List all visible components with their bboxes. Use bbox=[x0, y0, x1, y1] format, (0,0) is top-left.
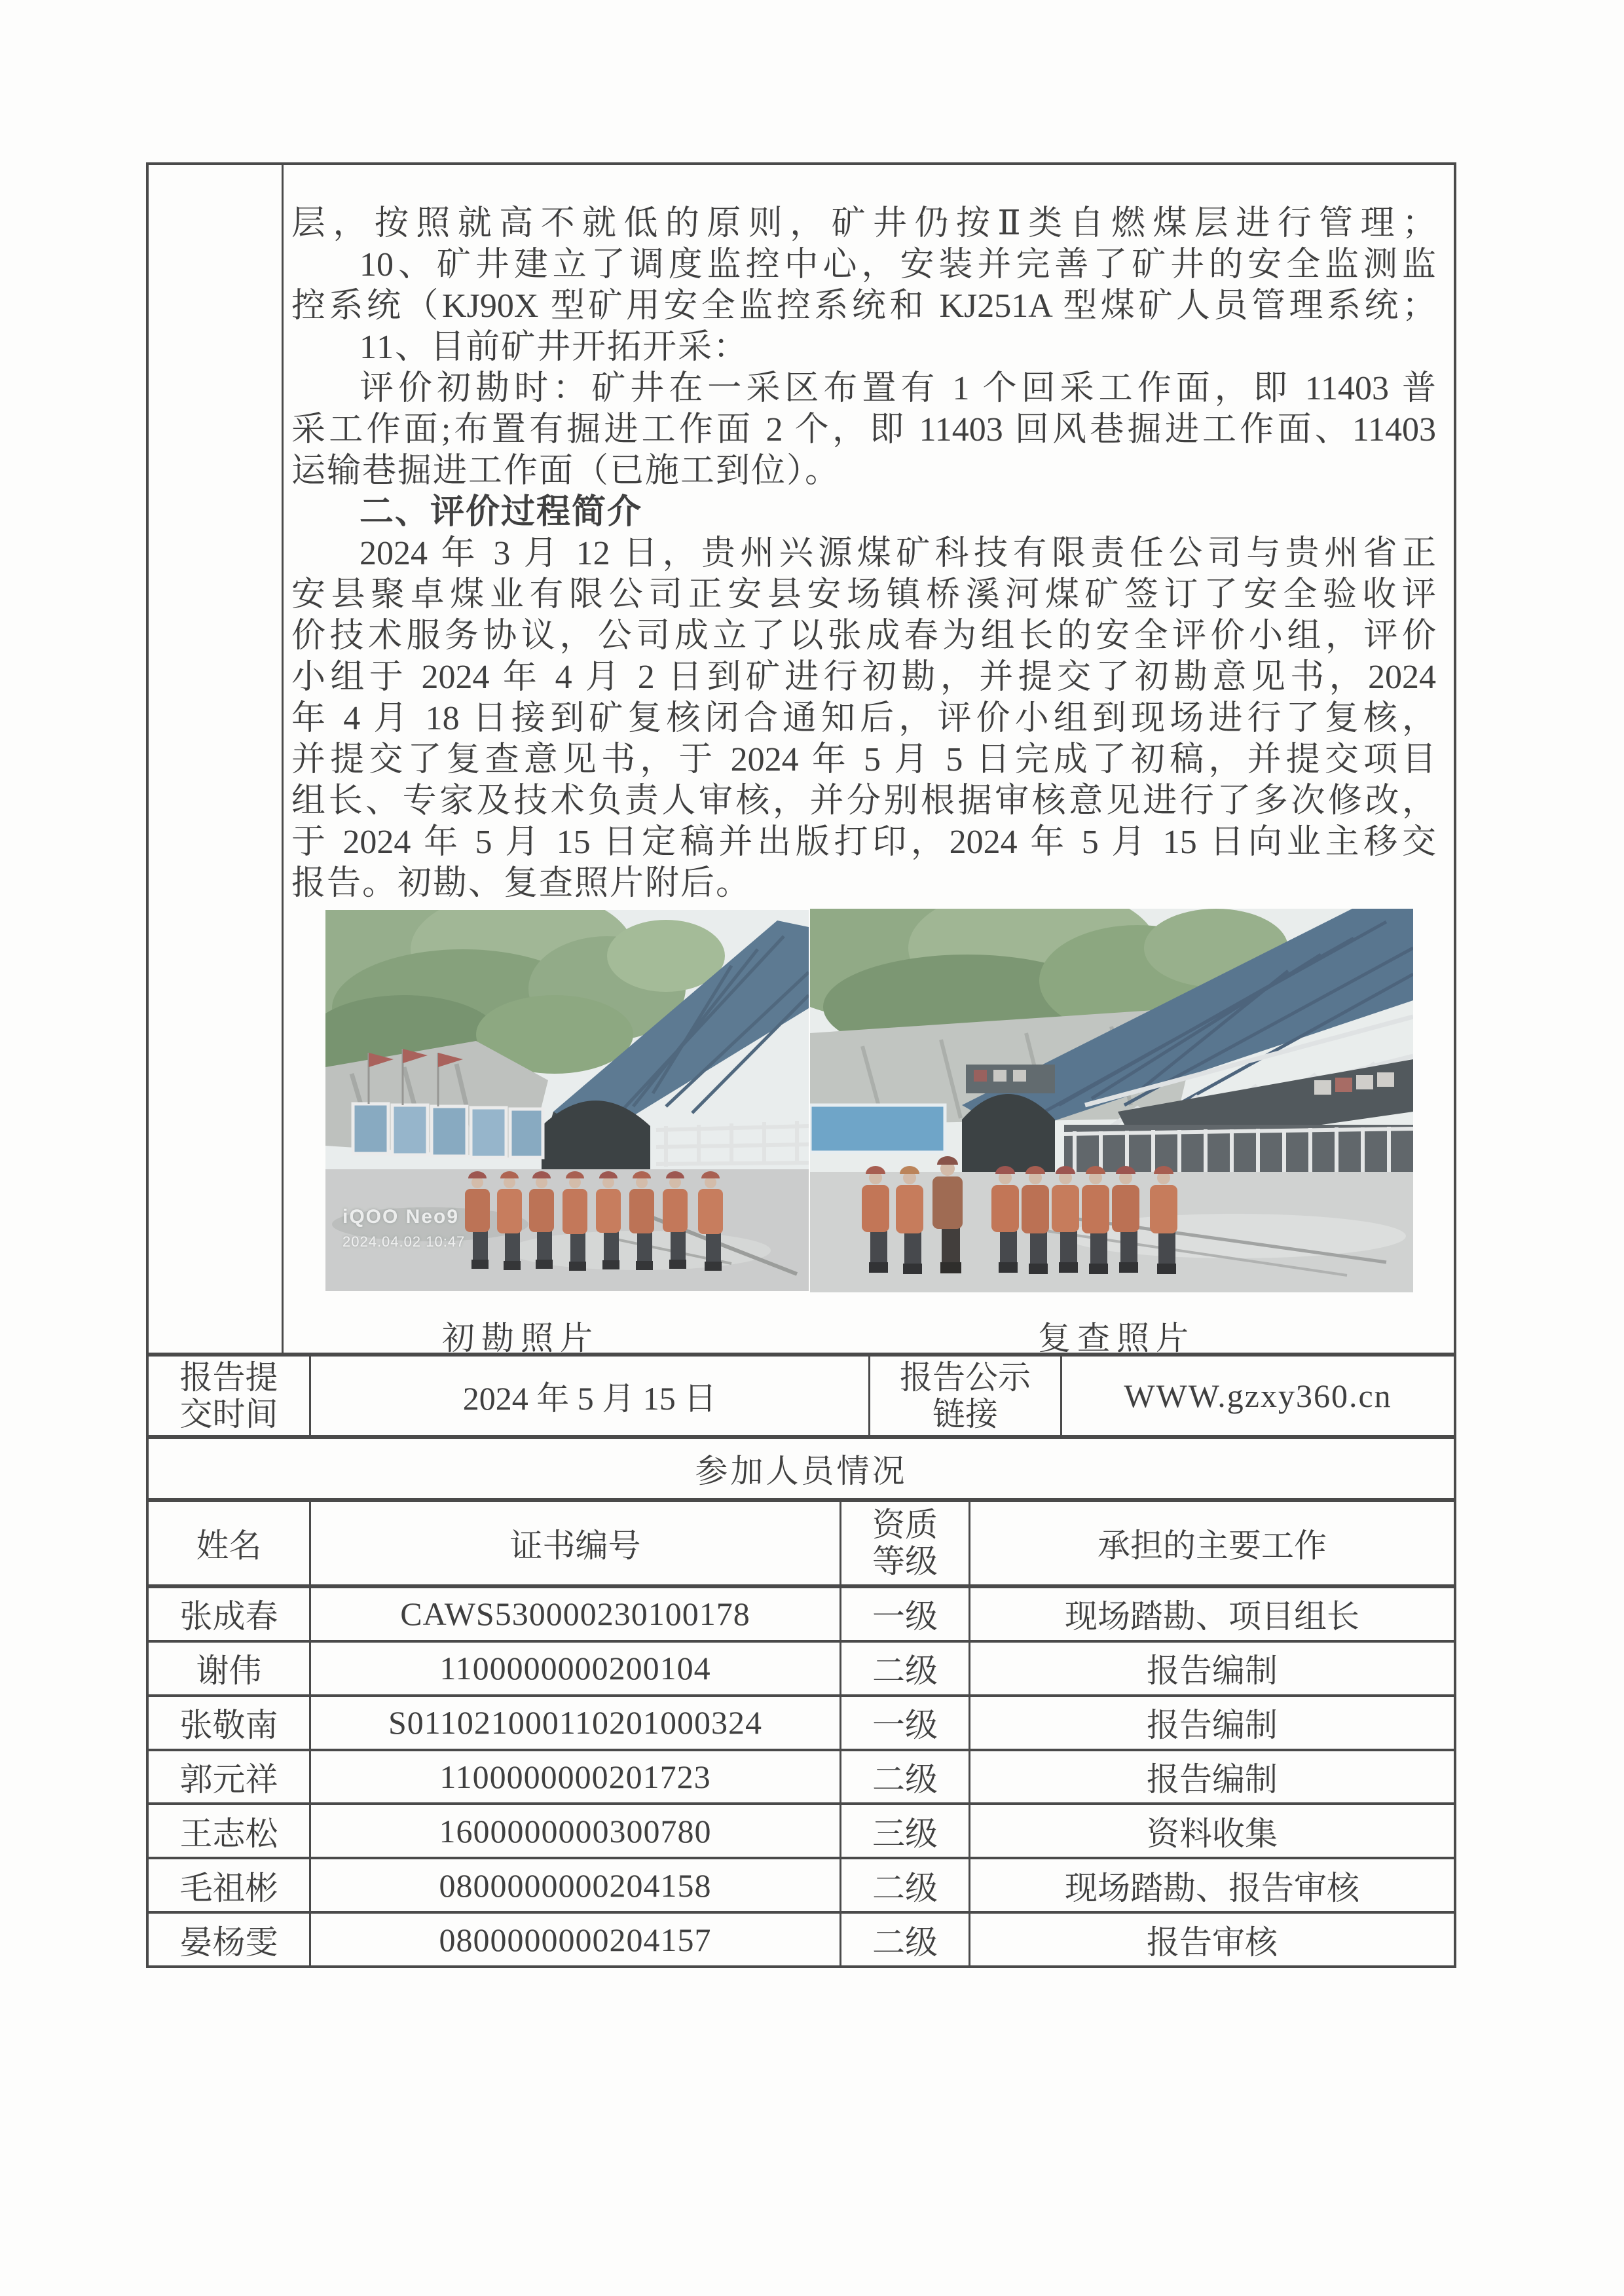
report-public-link-label: 报告公示链接 bbox=[868, 1357, 1060, 1435]
review-photo bbox=[810, 909, 1413, 1292]
col-header-work: 承担的主要工作 bbox=[969, 1502, 1454, 1584]
participant-cert: S011021000110201000324 bbox=[309, 1697, 840, 1749]
text-line: 11、目前矿井开拓开采： bbox=[360, 329, 749, 366]
participant-level: 二级 bbox=[840, 1914, 969, 1965]
participant-work: 报告审核 bbox=[969, 1914, 1454, 1965]
participant-level: 一级 bbox=[840, 1588, 969, 1640]
photo-watermark-date: 2024.04.02 10:47 bbox=[342, 1233, 466, 1250]
participants-header-row bbox=[149, 1502, 1454, 1588]
table-row bbox=[149, 1911, 1454, 1965]
report-submit-time-label: 报告提交时间 bbox=[179, 1359, 278, 1432]
text-line: 2024 年 3 月 12 日，贵州兴源煤矿科技有限责任公司与贵州省正 bbox=[360, 535, 1436, 572]
participant-name: 郭元祥 bbox=[179, 1761, 278, 1798]
evaluation-summary-cell bbox=[149, 165, 1454, 1357]
left-column-divider bbox=[282, 165, 284, 1353]
text-line: 并提交了复查意见书，于 2024 年 5 月 5 日完成了初稿，并提交项目 bbox=[291, 741, 1436, 778]
participant-name: 晏杨雯 bbox=[179, 1923, 278, 1961]
participant-name: 王志松 bbox=[179, 1815, 278, 1852]
text-line: 评价初勘时：矿井在一采区布置有 1 个回采工作面，即 11403 普 bbox=[360, 370, 1436, 407]
participant-cert: 0800000000204157 bbox=[309, 1914, 840, 1965]
table-row bbox=[149, 1588, 1454, 1640]
initial-survey-photo-caption: 初勘照片 bbox=[442, 1320, 599, 1357]
text-line: 于 2024 年 5 月 15 日定稿并出版打印，2024 年 5 月 15 日向业主移交 bbox=[291, 824, 1436, 861]
table-row bbox=[149, 1749, 1454, 1803]
text-line: 采工作面;布置有掘进工作面 2 个，即 11403 回风巷掘进工作面、11403 bbox=[291, 411, 1436, 448]
text-line: 价技术服务协议，公司成立了以张成春为组长的安全评价小组，评价 bbox=[291, 617, 1436, 655]
table-row bbox=[149, 1694, 1454, 1749]
participant-cert: CAWS530000230100178 bbox=[309, 1588, 840, 1640]
text-line: 10、矿井建立了调度监控中心，安装并完善了矿井的安全监测监 bbox=[360, 246, 1436, 283]
participant-work: 报告编制 bbox=[969, 1643, 1454, 1694]
participant-work: 现场踏勘、项目组长 bbox=[969, 1588, 1454, 1640]
participant-name: 谢伟 bbox=[196, 1652, 262, 1690]
initial-survey-photo bbox=[325, 910, 809, 1291]
table-row bbox=[149, 1857, 1454, 1911]
text-line: 报告。初勘、复查照片附后。 bbox=[291, 865, 752, 902]
report-submission-row bbox=[149, 1357, 1454, 1439]
col-header-level: 资质等级 bbox=[840, 1502, 969, 1584]
participants-table-body bbox=[149, 1588, 1454, 1965]
text-line: 安县聚卓煤业有限公司正安县安场镇桥溪河煤矿签订了安全验收评 bbox=[291, 576, 1436, 613]
participant-work: 现场踏勘、报告审核 bbox=[969, 1859, 1454, 1911]
participant-work: 资料收集 bbox=[969, 1805, 1454, 1857]
report-submit-date: 2024 年 5 月 15 日 bbox=[309, 1357, 868, 1435]
text-line: 运输巷掘进工作面（已施工到位）。 bbox=[291, 452, 841, 490]
text-line: 小组于 2024 年 4 月 2 日到矿进行初勘，并提交了初勘意见书，2024 bbox=[291, 659, 1436, 696]
photo-watermark-device: iQOO Neo9 bbox=[342, 1206, 460, 1228]
report-public-link: WWW.gzxy360.cn bbox=[1060, 1357, 1454, 1435]
participant-name: 张敬南 bbox=[179, 1707, 278, 1744]
participant-level: 一级 bbox=[840, 1697, 969, 1749]
participant-level: 三级 bbox=[840, 1805, 969, 1857]
participant-work: 报告编制 bbox=[969, 1751, 1454, 1803]
text-line: 控系统（KJ90X 型矿用安全监控系统和 KJ251A 型煤矿人员管理系统； bbox=[291, 287, 1436, 325]
participant-cert: 1100000000200104 bbox=[309, 1643, 840, 1694]
text-line: 年 4 月 18 日接到矿复核闭合通知后，评价小组到现场进行了复核， bbox=[291, 700, 1436, 737]
participant-level: 二级 bbox=[840, 1859, 969, 1911]
participants-section-title: 参加人员情况 bbox=[149, 1439, 1454, 1502]
participant-name: 毛祖彬 bbox=[179, 1869, 278, 1906]
participant-name: 张成春 bbox=[179, 1598, 278, 1635]
participant-cert: 1600000000300780 bbox=[309, 1805, 840, 1857]
text-line: 组长、专家及技术负责人审核，并分别根据审核意见进行了多次修改， bbox=[291, 782, 1436, 820]
text-line: 层，按照就高不就低的原则，矿井仍按Ⅱ类自燃煤层进行管理； bbox=[291, 205, 1436, 242]
col-header-name: 姓名 bbox=[196, 1527, 262, 1564]
section-heading: 二、评价过程简介 bbox=[360, 494, 643, 531]
table-row bbox=[149, 1802, 1454, 1857]
table-row bbox=[149, 1640, 1454, 1694]
col-header-cert: 证书编号 bbox=[309, 1502, 840, 1584]
evaluation-text bbox=[291, 203, 1436, 904]
review-photo-caption: 复查照片 bbox=[1038, 1320, 1195, 1357]
participant-cert: 1100000000201723 bbox=[309, 1751, 840, 1803]
participant-work: 报告编制 bbox=[969, 1697, 1454, 1749]
report-table bbox=[146, 162, 1456, 1968]
participant-level: 二级 bbox=[840, 1643, 969, 1694]
participant-level: 二级 bbox=[840, 1751, 969, 1803]
participant-cert: 0800000000204158 bbox=[309, 1859, 840, 1911]
